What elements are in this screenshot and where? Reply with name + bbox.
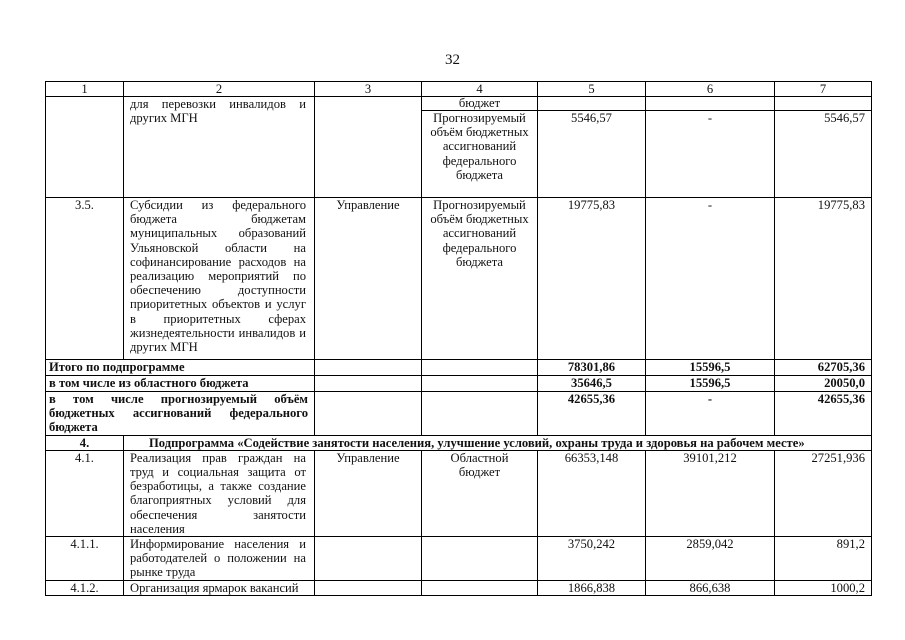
table-row [46, 198, 872, 360]
cell-value-7: 5546,57 [775, 111, 872, 198]
cell-value-6 [646, 97, 775, 111]
empty-cell [315, 581, 422, 596]
table-row [46, 581, 872, 596]
row-source: Прогнозируемый объём бюджетных ассигнований федерального бюджета [422, 111, 538, 198]
empty-cell [315, 537, 422, 581]
cell-value-5: 78301,86 [538, 360, 646, 376]
cell-value-6: - [646, 392, 775, 436]
cell-value-5 [538, 97, 646, 111]
empty-cell [422, 392, 538, 436]
row-description: Реализация прав граждан на труд и социальная защита от безработицы, а также создание благоприятных условий для обеспечения занятости населения [124, 450, 315, 536]
cell-value-7: 42655,36 [775, 392, 872, 436]
section-row [46, 435, 872, 450]
cell-value-5: 66353,148 [538, 450, 646, 536]
column-header: 6 [646, 82, 775, 97]
cell-value-5: 42655,36 [538, 392, 646, 436]
regional-label: в том числе из областного бюджета [46, 376, 315, 392]
column-header: 7 [775, 82, 872, 97]
cell-value-5: 35646,5 [538, 376, 646, 392]
empty-cell [315, 360, 422, 376]
cell-value-6: - [646, 111, 775, 198]
total-row [46, 360, 872, 376]
empty-cell [315, 392, 422, 436]
column-header: 1 [46, 82, 124, 97]
cell-value-7: 20050,0 [775, 376, 872, 392]
cell-value-5: 19775,83 [538, 198, 646, 360]
budget-table [45, 81, 872, 596]
column-header: 2 [124, 82, 315, 97]
cell-value-6: 2859,042 [646, 537, 775, 581]
row-number: 4.1. [46, 450, 124, 536]
row-description: Организация ярмарок вакансий [124, 581, 315, 596]
cell-value-6: - [646, 198, 775, 360]
row-number: 4.1.1. [46, 537, 124, 581]
row-responsible: Управление [315, 450, 422, 536]
table-row [46, 97, 872, 111]
row-source: Прогнозируемый объём бюджетных ассигнований федерального бюджета [422, 198, 538, 360]
cell-value-5: 3750,242 [538, 537, 646, 581]
table-row [46, 537, 872, 581]
cell-value-7 [775, 97, 872, 111]
row-number [46, 97, 124, 198]
cell-value-6: 39101,212 [646, 450, 775, 536]
row-source: бюджет [422, 97, 538, 111]
row-description: для перевозки инвалидов и других МГН [124, 97, 315, 198]
row-description: Информирование населения и работодателей о положении на рынке труда [124, 537, 315, 581]
cell-value-7: 1000,2 [775, 581, 872, 596]
column-header: 3 [315, 82, 422, 97]
row-responsible [315, 97, 422, 198]
federal-label: в том числе прогнозируемый объём бюджетных ассигнований федерального бюджета [46, 392, 315, 436]
total-label: Итого по подпрограмме [46, 360, 315, 376]
row-responsible: Управление [315, 198, 422, 360]
cell-value-7: 62705,36 [775, 360, 872, 376]
row-number: 3.5. [46, 198, 124, 360]
empty-cell [422, 376, 538, 392]
column-header: 4 [422, 82, 538, 97]
cell-value-7: 891,2 [775, 537, 872, 581]
table-row [46, 450, 872, 536]
cell-value-5: 1866,838 [538, 581, 646, 596]
cell-value-6: 15596,5 [646, 376, 775, 392]
column-header: 5 [538, 82, 646, 97]
total-row [46, 376, 872, 392]
total-row [46, 392, 872, 436]
cell-value-5: 5546,57 [538, 111, 646, 198]
page-number: 32 [445, 52, 460, 68]
empty-cell [422, 360, 538, 376]
cell-value-7: 19775,83 [775, 198, 872, 360]
empty-cell [315, 376, 422, 392]
section-title: Подпрограмма «Содействие занятости населения, улучшение условий, охраны труда и здоровья на рабочем месте» [124, 435, 872, 450]
empty-cell [422, 581, 538, 596]
row-description: Субсидии из федерального бюджета бюджетам муниципальных образований Ульяновской области на софинансирование расходов на реализацию мероприятий по обеспечению доступности приоритетных объектов и услуг в приоритетных сферах жизнедеятельности инвалидов и других МГН [124, 198, 315, 360]
row-number: 4.1.2. [46, 581, 124, 596]
cell-value-7: 27251,936 [775, 450, 872, 536]
empty-cell [422, 537, 538, 581]
column-header-row [46, 82, 872, 97]
row-source: Областной бюджет [422, 450, 538, 536]
cell-value-6: 15596,5 [646, 360, 775, 376]
section-number: 4. [46, 435, 124, 450]
cell-value-6: 866,638 [646, 581, 775, 596]
